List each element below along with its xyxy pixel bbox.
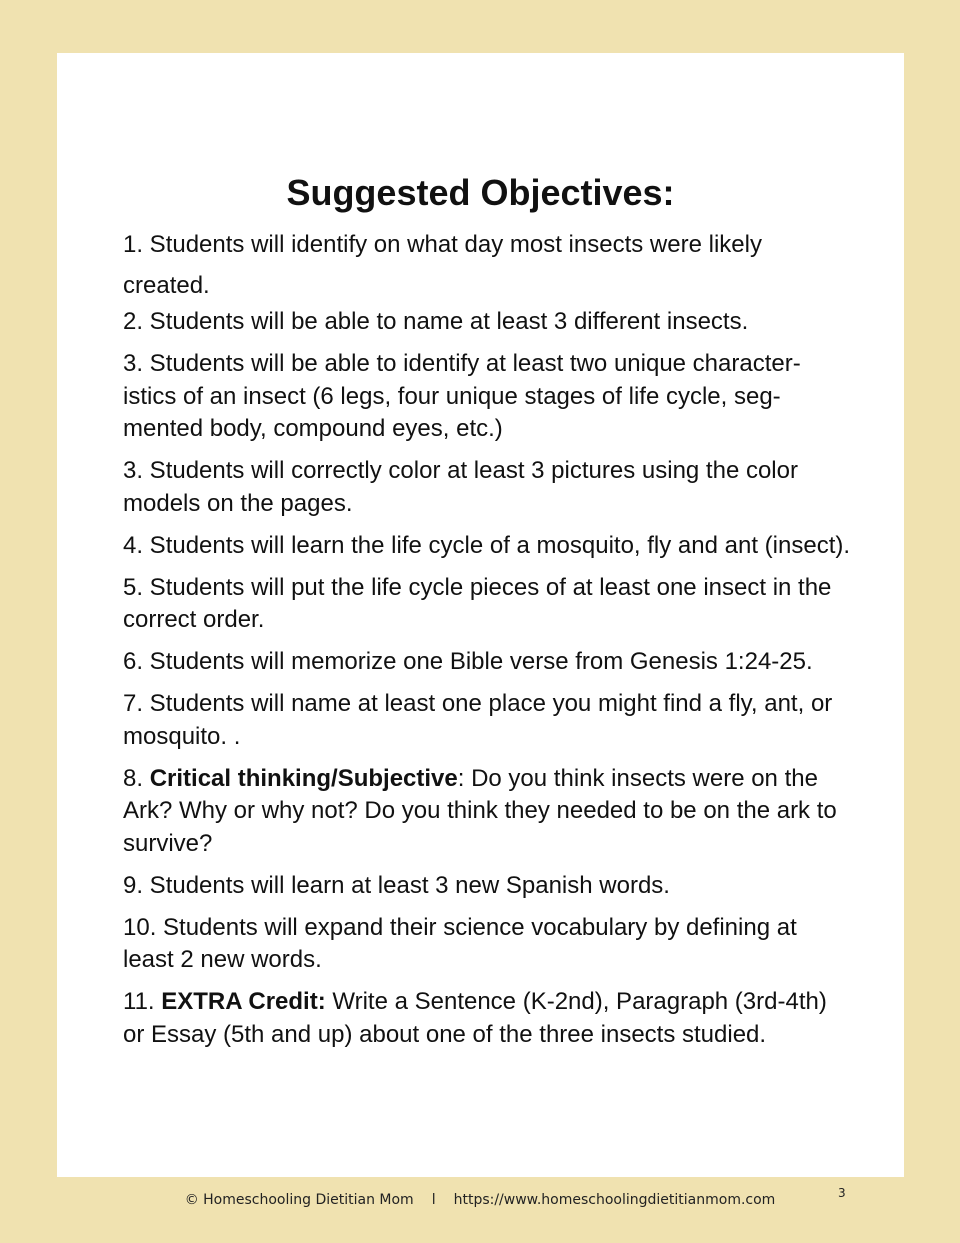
footer-url: https://www.homeschoolingdietitianmom.com [453,1192,776,1208]
objective-item-critical-thinking [123,763,851,861]
objective-item: 7. Students will name at least one place you might find a fly, ant, or mosquito. . [123,690,833,750]
objective-text: Write a Sentence (K-2nd), Paragraph (3rd-4th) or Essay (5th and up) about one of the three insects studied. [123,988,827,1048]
objective-label: EXTRA Credit: [161,988,326,1015]
document-page [57,53,904,1177]
objective-item: 4. Students will learn the life cycle of a mosquito, fly and ant (insect). [123,531,851,559]
objective-item-extra-credit [123,986,851,1051]
objectives-list [123,224,851,1061]
objective-label: Critical thinking/Subjective [149,764,458,792]
objective-text: : Do you think insects were on the Ark? Why or why not? Do you think they needed to be on the ark to survive? [123,764,837,857]
objective-number: 8. [123,764,150,792]
objective-item: 3. Students will correctly color at least 3 pictures using the color models on the pages. [123,457,798,517]
footer-copyright: © Homeschooling Dietitian Mom [184,1192,414,1208]
objective-item: 3. Students will be able to identify at least two unique character-istics of an insect (6 legs, four unique stages of life cycle, seg-mented body, compound eyes, etc.) [123,350,801,442]
objective-item: 5. Students will put the life cycle pieces of at least one insect in the correct order. [123,573,832,633]
objective-number: 11. [123,988,162,1015]
objective-item: 6. Students will memorize one Bible verse from Genesis 1:24-25. [123,648,813,675]
objective-item: 1. Students will identify on what day most insects were likely created. [123,231,762,299]
objective-item: 9. Students will learn at least 3 new Spanish words. [123,871,670,899]
objective-item: 10. Students will expand their science vocabulary by defining at least 2 new words. [123,913,797,973]
objective-item: 2. Students will be able to name at least 3 different insects. [123,308,749,335]
page-number: 3 [838,1186,846,1200]
page-title: Suggested Objectives: [286,172,675,213]
footer-separator: l [431,1192,436,1208]
page-footer [0,1192,960,1208]
